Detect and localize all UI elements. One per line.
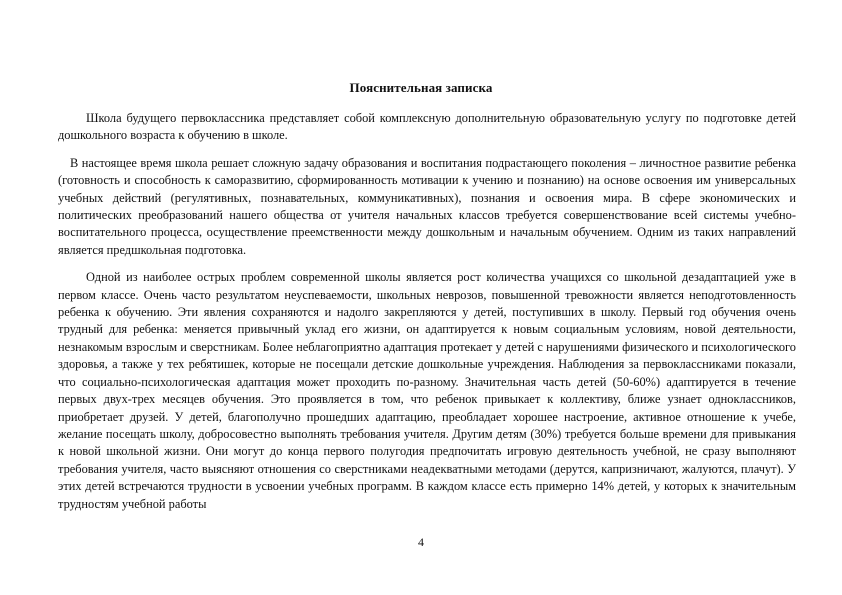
page-number: 4: [418, 535, 424, 549]
paragraph-modern-school: В настоящее время школа решает сложную задачу образования и воспитания подрастающего поколения – личностное развитие ребенка (готовность и способность к саморазвитию, сформированность мотивации к учению и познанию) на основе освоения им универсальных учебных действий (регулятивных, познавательных, коммуникативных), познания и освоения мира. В сфере экономических и политических преобразований нашего общества от учителя начальных классов требуется совершенствование всей системы учебно-воспитательного процесса, осуществление преемственности между дошкольным и начальным обучением. Одним из таких направлений является предшкольная подготовка.: [58, 155, 796, 257]
document-title: Пояснительная записка: [349, 80, 493, 95]
paragraph-adaptation: Одной из наиболее острых проблем современной школы является рост количества учащихся со школьной дезадаптацией уже в первом классе. Очень часто результатом неуспеваемости, школьных неврозов, повышенной тревожности является неподготовленность ребенка к обучению. Эти явления сохраняются и надолго закрепляются у детей, поступивших в школу. Первый год обучения очень трудный для ребенка: меняется привычный уклад его жизни, он адаптируется к новым социальным условиям, новой деятельности, незнакомым взрослым и сверстникам. Более неблагоприятно адаптация протекает у детей с нарушениями физического и психологического здоровья, а также у тех ребятишек, которые не посещали детские дошкольные учреждения. Наблюдения за первоклассниками показали, что социально-психологическая адаптация может проходить по-разному. Значительная часть детей (50-60%) адаптируется в течение первых двух-трех месяцев обучения. Это проявляется в том, что ребенок привыкает к коллективу, ближе узнает одноклассников, приобретает друзей. У детей, благополучно прошедших адаптацию, преобладает хорошее настроение, активное отношение к учебе, желание посещать школу, добросовестно выполнять требования учителя. Другим детям (30%) требуется больше времени для привыкания к новой школьной жизни. Они могут до конца первого полугодия предпочитать игровую деятельность учебной, не сразу выполняют требования учителя, часто выясняют отношения со сверстниками неадекватными методами (дерутся, капризничают, жалуются, плачут). У этих детей встречаются трудности в усвоении учебных программ. В каждом классе есть примерно 14% детей, у которых к значительным трудностям учебной работы: [58, 270, 796, 511]
paragraph-intro: Школа будущего первоклассника представляет собой комплексную дополнительную образовательную услугу по подготовке детей дошкольного возраста к обучению в школе.: [58, 111, 796, 143]
document-body: [58, 110, 796, 513]
